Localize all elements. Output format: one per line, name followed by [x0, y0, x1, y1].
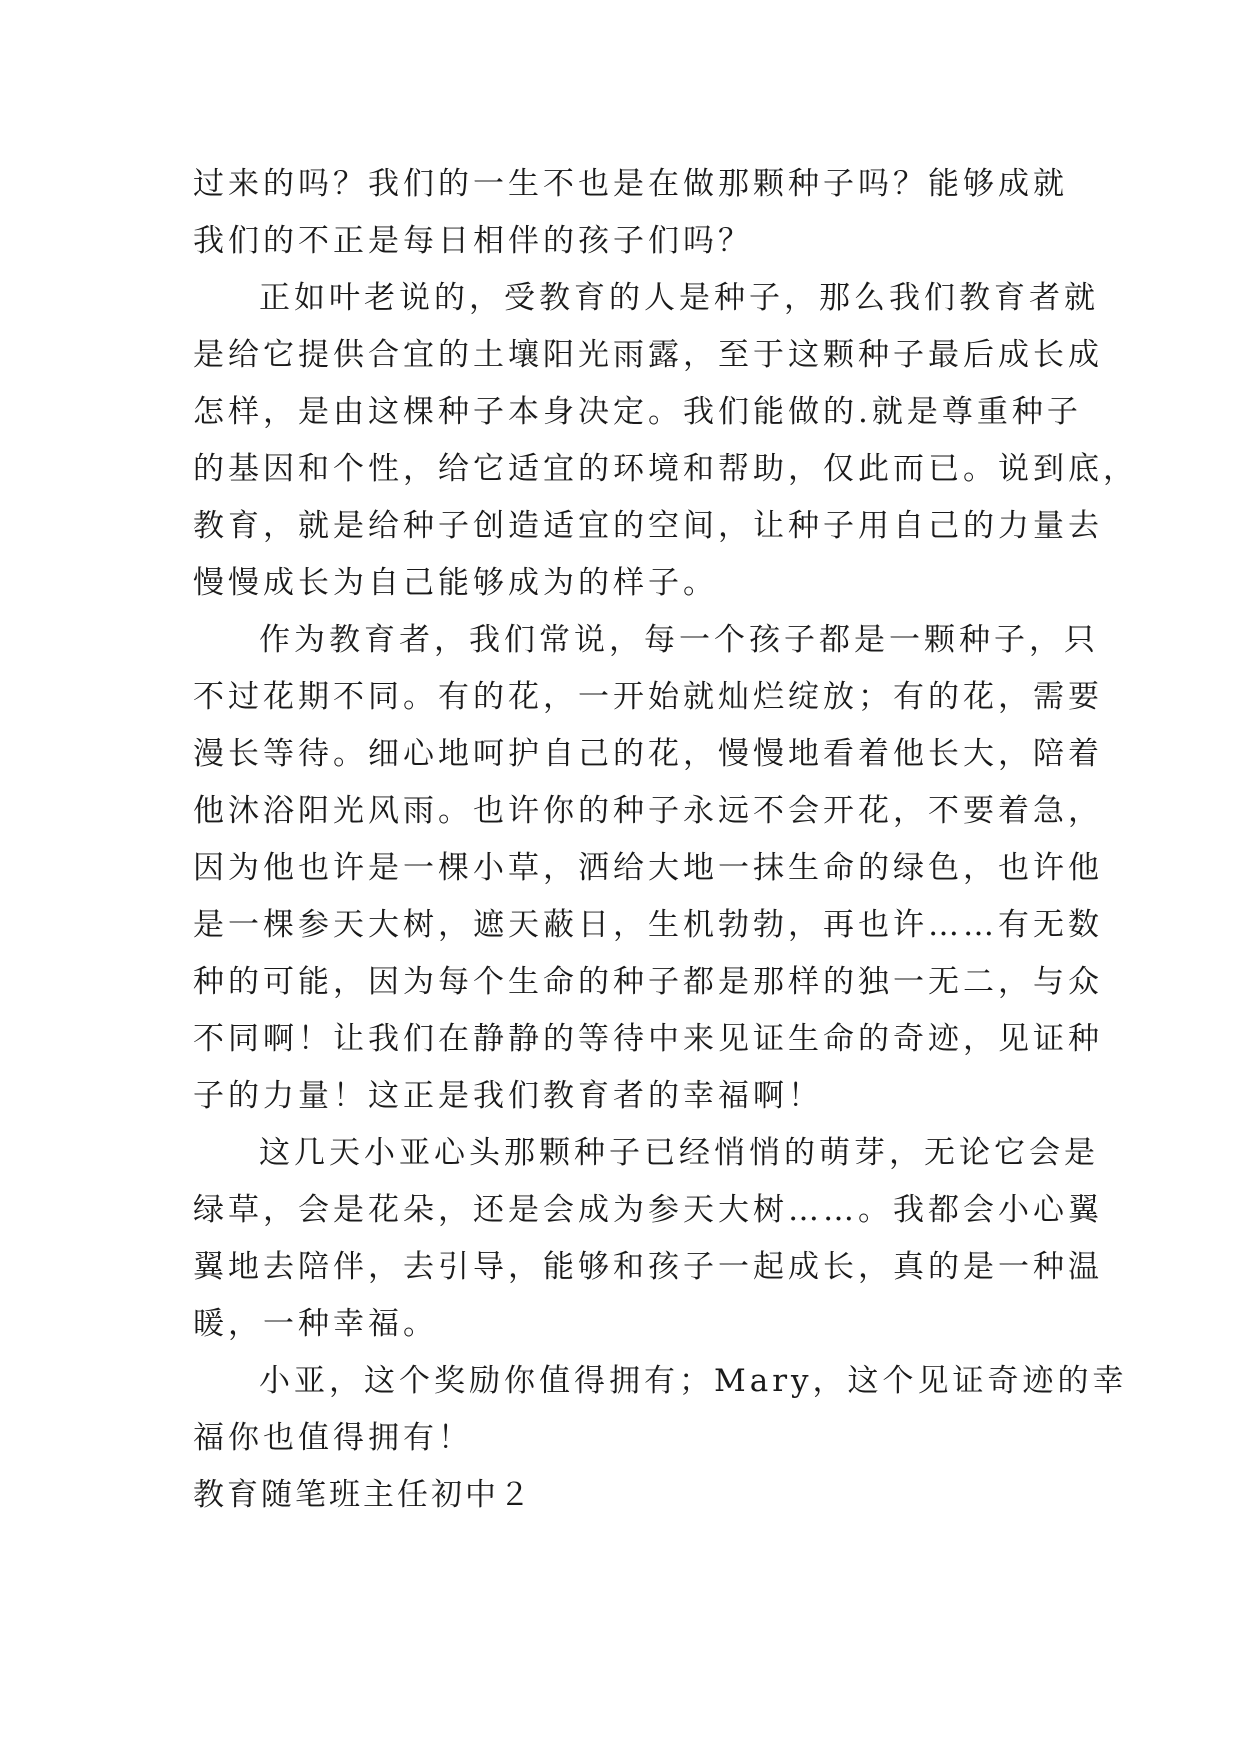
- text-line: 我们的不正是每日相伴的孩子们吗？: [193, 223, 753, 259]
- text-line: 种的可能，因为每个生命的种子都是那样的独一无二，与众: [193, 964, 1103, 1000]
- text-line: 绿草，会是花朵，还是会成为参天大树……。我都会小心翼: [193, 1192, 1103, 1228]
- text-line: 的基因和个性，给它适宜的环境和帮助，仅此而已。说到底，: [193, 451, 1138, 487]
- text-line: 子的力量！这正是我们教育者的幸福啊！: [193, 1078, 823, 1114]
- paragraph-2: [193, 270, 1138, 612]
- text-line: 慢慢成长为自己能够成为的样子。: [193, 565, 718, 601]
- text-line: 这几天小亚心头那颗种子已经悄悄的萌芽，无论它会是: [259, 1135, 1099, 1171]
- text-line: 不同啊！让我们在静静的等待中来见证生命的奇迹，见证种: [193, 1021, 1103, 1057]
- text-line: 正如叶老说的，受教育的人是种子，那么我们教育者就: [259, 280, 1099, 316]
- text-line: 教育，就是给种子创造适宜的空间，让种子用自己的力量去: [193, 508, 1103, 544]
- paragraph-3: [193, 612, 1103, 1125]
- text-line: 翼地去陪伴，去引导，能够和孩子一起成长，真的是一种温: [193, 1249, 1103, 1285]
- document-page: [193, 156, 1138, 1524]
- paragraph-4: [193, 1125, 1103, 1353]
- text-line: 是给它提供合宜的土壤阳光雨露，至于这颗种子最后成长成: [193, 337, 1103, 373]
- text-line: 福你也值得拥有！: [193, 1420, 473, 1456]
- text-line: 漫长等待。细心地呵护自己的花，慢慢地看着他长大，陪着: [193, 736, 1103, 772]
- paragraph-1: [193, 156, 1068, 270]
- text-line: 不过花期不同。有的花，一开始就灿烂绽放；有的花，需要: [193, 679, 1103, 715]
- section-heading: 教育随笔班主任初中２: [193, 1477, 533, 1513]
- text-line: 是一棵参天大树，遮天蔽日，生机勃勃，再也许……有无数: [193, 907, 1103, 943]
- text-line: 怎样，是由这棵种子本身决定。我们能做的.就是尊重种子: [193, 394, 1082, 430]
- text-line: 小亚，这个奖励你值得拥有；Mary，这个见证奇迹的幸: [259, 1363, 1128, 1399]
- text-line: 暖，一种幸福。: [193, 1306, 438, 1342]
- text-line: 过来的吗？我们的一生不也是在做那颗种子吗？能够成就: [193, 166, 1068, 202]
- text-line: 他沐浴阳光风雨。也许你的种子永远不会开花，不要着急，: [193, 793, 1103, 829]
- paragraph-5: [193, 1353, 1128, 1467]
- text-line: 作为教育者，我们常说，每一个孩子都是一颗种子，只: [259, 622, 1099, 658]
- text-line: 因为他也许是一棵小草，洒给大地一抹生命的绿色，也许他: [193, 850, 1103, 886]
